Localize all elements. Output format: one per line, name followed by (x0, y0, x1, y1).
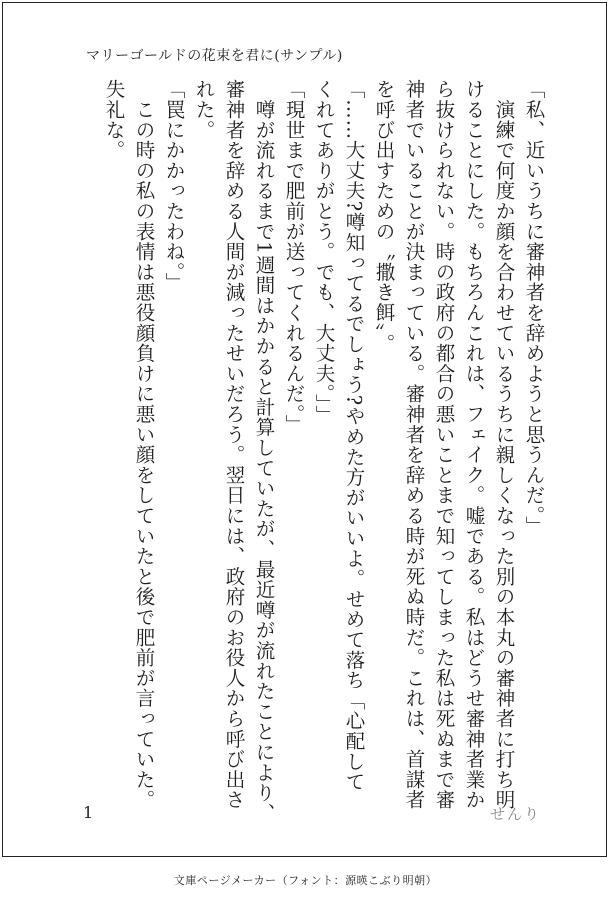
text-column: 審神者を辞める人間が減ったせいだろう。翌日には、政府のお役人から呼び出さ (222, 79, 246, 810)
text-column: を呼び出すための〝撒き餌〟。 (372, 79, 396, 354)
book-title: マリーゴールドの花束を君に(サンプル) (86, 48, 343, 64)
text-column: くれてありがとう。でも、大丈夫。」」 (312, 79, 336, 425)
text-column: 「罠にかかったわね。」 (162, 79, 186, 293)
book-page (2, 2, 607, 857)
text-column: 神者でいることが決まっている。審神者を辞める時が死ぬ時だ。これは、首謀者 (402, 79, 426, 810)
generator-credit: 文庫ページメーカー（フォント：源暎こぶり明朝） (173, 874, 438, 887)
text-column: ら抜けられない。時の政府の都合の悪いことまで知ってしまった私は死ぬまで審 (432, 79, 456, 810)
vertical-body-text (3, 3, 608, 858)
text-column: 噂が流れるまで1週間はかかると計算していたが、最近噂が流れたことにより、 (252, 79, 276, 824)
text-column: 「……大丈夫?噂知ってるでしょう?やめた方がいいよ。せめて落ち「心配して (342, 79, 366, 792)
text-column: れた。 (192, 79, 216, 140)
text-column: けることにした。もちろんこれは、フェイク。嘘である。私はどうせ審神者業か (462, 79, 486, 810)
page-number: 1 (83, 803, 94, 822)
text-column: 演練で何度か顔を合わせているうちに親しくなった別の本丸の審神者に打ち明 (492, 79, 516, 810)
text-column: 「私、近いうちに審神者を辞めようと思うんだ。」 (522, 79, 546, 537)
text-column: この時の私の表情は悪役顔負けに悪い顔をしていたと後で肥前が言っていた。 (132, 79, 156, 810)
text-column: 「現世まで肥前が送ってくれるんだ。」 (282, 79, 306, 435)
author-name: せんり (490, 805, 542, 823)
text-column: 失礼な。 (102, 79, 126, 161)
